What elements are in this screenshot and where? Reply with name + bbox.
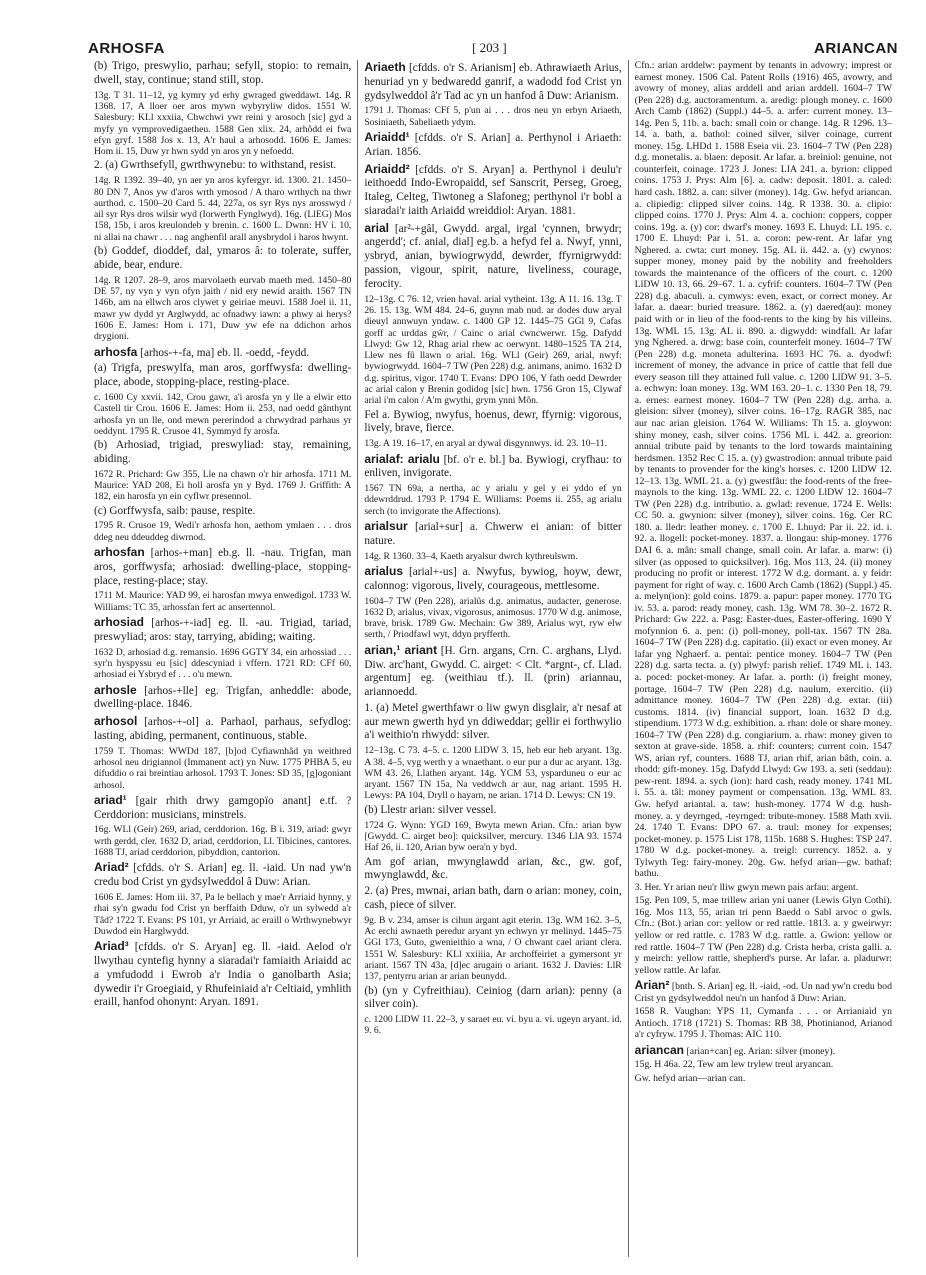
dictionary-entry bbox=[364, 162, 621, 219]
citation-block: c. 1600 Cy xxvii. 142, Crou gawr, a'i arosfa yn y lle a elwir etto Castell tir Crou. 1606 E. James: Hom ii. 253, nad oedd gânthynt arhosfa yn un lle, ond mewn pererindod a chrwydrad parhaus yr oeddynt. 1795 R. Crusoe 41, Symmyd fy arosfa. bbox=[94, 391, 352, 437]
entry-headword: Ariaidd¹ bbox=[364, 129, 410, 144]
sense-definition: (b) Goddef, dioddef, dal, ymaros â: to tolerate, suffer, abide, bear, endure. bbox=[94, 245, 352, 271]
entry-headword: Ariad² bbox=[94, 860, 129, 875]
dictionary-entry bbox=[94, 860, 351, 890]
citation-block: 1672 R. Prichard: Gw 355, Lle na chawn o'r hir arhosfa. 1711 M. Maurice: YAD 208, Ei holl arosfa yn y Byd. 1769 J. Griffith: A 182, ein harosfa yn ein cyflwr presennol. bbox=[94, 468, 352, 503]
entry-headword: Ariaeth bbox=[364, 60, 406, 74]
citation-block: 1795 R. Crusoe 19, Wedi'r arhosfa hon, aethom ymlaen . . . dros ddeg neu ddeuddeg diwrnod. bbox=[94, 520, 352, 543]
entry-definition: [ar²-+gâl, Gwydd. argal, irgal 'cynnen, brwydr; angerdd'; cf. anial, dial] eg.b. a hefyd fel a. Nwyf, ynni, ysbryd, anian, bywiogrwydd, dewrder, ffyrnigrwydd: passion, vigour, spirit, nature, liveliness, courage, ferocity. bbox=[364, 222, 622, 290]
citation-block: 14g. R 1360. 33–4, Kaeth aryalsur dwrch kythreulswm. bbox=[364, 550, 578, 562]
sense-definition: (b) Llestr arian: silver vessel. bbox=[364, 803, 497, 816]
dictionary-entry bbox=[364, 643, 621, 700]
citation-block: 1724 G. Wynn: YGD 169, Bwyta mewn Arian. Cfn.: arian byw [Gwydd. C. airget beo]: quicksilver, mercury. 1346 LlA 93. 1574 Haf 26, ii. 120, Arian byw oera'n y byd. bbox=[364, 819, 622, 854]
entry-definition: [cfdds. o'r S. Arian] a. Perthynol i Ariaeth: Arian. 1856. bbox=[364, 131, 622, 158]
entry-headword: arhosiad bbox=[94, 615, 145, 629]
citation-block: 1759 T. Thomas: WWDd 187, [b]od Cyfiawnhâd yn weithred arhosol neu drigiannol (Immanent act) yn Nuw. 1775 PHBA 5, eu difuddio o rai breintiau arhosol. 1793 T. Jones: SD 35, [g]ogoniant arhosol. bbox=[94, 745, 352, 791]
sense-definition: 2. (a) Pres, mwnai, arian bath, darn o arian: money, coin, cash, piece of silver. bbox=[364, 885, 622, 911]
citation-block: 14g. R 1392. 39–40, yn aer yn aros kyfergyr. id. 1300. 21. 1450–80 DN 7, Anos yw d'aros wrth ymosod / A tharo wrthych na thwr aurthod. c. 1500–20 Card 5. 44, 227a, os syr Rys nys arosswyd / ail syr Rys dros wilsir wyd (Iorwerth Fynglwyd). 16g. (LlEG) Mos 158, 15b, i aros kreulondeb y brenin. c. 1600 L. Dwnn: HV i. 10, ni allai na chawr . . . nag anghenfil arall anysbrydol i haros hwynt. bbox=[94, 175, 352, 243]
sense-definition: 1. (a) Metel gwerthfawr o liw gwyn disglair, a'r nesaf at aur mewn gwerth hyd yn ddiweddar; gellir ei forthwylio a'i weithio'n rhwydd: silver. bbox=[364, 701, 622, 742]
citation-block: 12–13g. C 73. 4–5. c. 1200 LlDW 3. 15, heb eur heb aryant. 13g. A 38. 4–5, vyg werth y a wnaethant. o eur pur a dur ac aryant. 13g. WM 43. 26, Llathen aryant. 14g. YCM 53, ysparduneu o eur ac aryant. 1567 TN 15a, Na veddwch ar aur, nag ariant. 1595 H. Lewys: PA 104, Dryll o hayarn, ne arian. 1714 D. Lewys: CN 19. bbox=[364, 745, 622, 802]
header-left-headword: ARHOSFA bbox=[88, 39, 165, 57]
dictionary-entry bbox=[94, 615, 351, 645]
citation-block: 14g. R 1207. 28–9, aros marvolaeth eurvab maeth med. 1450–80 DE 57, ny vyn y vyn ofyn jaith / nid ery newid araith. 1567 TN 146b, am na ellwch aros clywet y geiriae meuvi. 1588 Joel ii. 11, mawr yw dydd yr Arglwydd, ac ofnadwy iawn: a phwy ai herys? 1606 E. James: Hom i. 171, Duw yw efe na ddichon arhos drygioni. bbox=[94, 274, 352, 343]
dictionary-entry bbox=[364, 564, 621, 594]
sense-definition: 3. Her. Yr arian neu'r lliw gwyn mewn pais arfau: argent. bbox=[634, 881, 859, 893]
sense-definition: (b) (yn y Cyfreithiau). Ceiniog (darn arian): penny (a silver coin). bbox=[364, 984, 622, 1011]
citation-block: 1658 R. Vaughan: YPS 11, Cymanfa . . . or Arrianiaid yn Antioch. 1718 (1721) S. Thomas: RB 38, Photinianod, Arianod a'r cyfryw. 1795 J. Thomas: AIC 110. bbox=[634, 1006, 892, 1041]
citation-block: 13g. A 19. 16–17, en aryal ar dywal disgynnwys. id. 23. 10–11. bbox=[364, 438, 607, 450]
citation-block: 1632 D, arhosiad d.g. remansio. 1696 GGTY 34, ein arhossiad . . . syr'n hyspyssu eu [sic] ddescyniad i vffern. 1721 RD: CFf 60, arhosiad ei Ysbryd ef . . . o'u mewn. bbox=[94, 646, 352, 681]
entry-definition: [cfdds. o'r S. Arianism] eb. Athrawiaeth Arius, henuriad yn y bedwaredd ganrif, a wadodd fod Crist yn gydsylweddol â'r Tad ac yn un hanfod â Duw: Arianism. bbox=[364, 62, 622, 102]
dictionary-entry bbox=[364, 519, 621, 549]
dictionary-entry bbox=[364, 452, 621, 482]
entry-definition: [arian+can] eg. Arian: silver (money). bbox=[684, 1045, 836, 1057]
entry-definition: [bnth. S. Arian] eg. ll. -iaid, -od. Un nad yw'n credu bod Crist yn gydsylweddol neu'n un hanfod â Duw: Arian. bbox=[634, 981, 892, 1004]
sense-definition: (b) Arhosiad, trigiad, preswyliad: stay, remaining, abiding. bbox=[94, 439, 352, 465]
sense-definition: (a) Trigfa, preswylfa, man aros, gorffwysfa: dwelling-place, abode, stopping-place, resting-place. bbox=[94, 362, 352, 389]
sense-definition: Gw. hefyd arian—arian can. bbox=[634, 1073, 746, 1085]
entry-headword: Ariaidd² bbox=[364, 161, 410, 176]
entry-definition: [arhos-+-iad] eg. ll. -au. Trigiad, tariad, preswyliad; aros: stay, tarrying, abiding; waiting. bbox=[94, 617, 352, 643]
citation-block: 1606 E. James: Hom iii. 37, Pa le bellach y mae'r Arriaid hynny, y rhai sy'n gwadu fod Crist yn berffaith Dduw, o'r un sylwedd a'r Tâd? 1722 T. Evans: PS 101, yr Arriaid, ac eraill o Wrthwynebwyr Duwdod ein Harglwydd. bbox=[94, 891, 352, 937]
entry-headword: ariad¹ bbox=[94, 792, 127, 807]
entry-definition: [H. Grn. argans, Crn. C. arghans, Llyd. Diw. arc'hant, Gwydd. C. airget: < Clt. *argnt-, cf. Llad. argentum] eg. (weithiau tf.). ll. (prin) ariannau, ariannoedd. bbox=[364, 644, 622, 699]
running-header bbox=[88, 36, 898, 60]
dictionary-entry bbox=[94, 683, 351, 713]
dictionary-entry bbox=[94, 714, 351, 744]
citation-block: 1567 TN 69a, a nertha, ac y arialu y gel y ei yddo ef yn ddewrddrud. 1793 P. 1794 E. Williams: Poems ii. 255, ag arialu serch (to invigorate the Affections). bbox=[364, 483, 622, 517]
sense-definition: Am gof arian, mwynglawdd arian, &c., gw. gof, mwynglawdd, &c. bbox=[364, 855, 622, 882]
citation-block: c. 1200 LlDW 11. 22–3, y saraet eu. vi. byu a. vi. ugeyn aryant. id. 9. 6. bbox=[364, 1014, 622, 1037]
citation-block: 15g. Pen 109, 5, mae trillew arian yni uaner (Lewis Glyn Cothi). 16g. Mos 113, 55, arian tri penn Baedd o Sabl arvoc o gwls. Cfn.: (Bot.) arian cor: yellow or red rattle. 1813. a. y gweirwyr: yellow or red rattle. c. 1783 W d.g. rattle. a. Gwion: yellow or red rattle. 1604–7 TW (Pen 228) d.g. Crista herba, crista galli. a. y meirch: yellow rattle, shepherd's purse. Ar lafar. a. pladurwr: yellow rattle. Ar lafar. bbox=[634, 895, 892, 976]
citation-block: 16g. WLl (Geir) 269, ariad, cerddorion. 16g. B i. 319, ariad: gwyr wrth gerdd, cler. 1632 D, ariad, cerddorion, Ll. Tibicines, cantores. 1688 TJ, ariad cerddorion, pibyddion, cantorion. bbox=[94, 824, 352, 859]
column-2 bbox=[357, 60, 627, 1257]
entry-headword: arhosle bbox=[94, 682, 137, 697]
dictionary-entry bbox=[94, 939, 351, 1010]
entry-headword: arhosfa bbox=[94, 344, 138, 359]
entry-definition: [arial+sur] a. Chwerw ei anian: of bitter nature. bbox=[364, 521, 622, 547]
sense-definition: (b) Trigo, preswylio, parhau; sefyll, stopio: to remain, dwell, stay, continue; stand still, stop. bbox=[94, 60, 352, 86]
entry-definition: [cfdds. o'r S. Aryan] a. Perthynol i deulu'r ieithoedd Indo-Ewropaidd, sef Sanscrit, Perseg, Groeg, Italeg, Celteg, Tiwtoneg a Slafoneg; perthynol i'r bobl a siaradai'r iaith Ariaidd wreiddiol: Aryan. 1881. bbox=[364, 163, 622, 217]
entry-definition: [cfdds. o'r S. Arian] eg. ll. -iaid. Un nad yw'n credu bod Crist yn gydsylweddol â Duw: Arian. bbox=[94, 862, 352, 889]
entry-definition: [arial+-us] a. Nwyfus, bywiog, hoyw, dewr, calonnog: vigorous, lively, courageous, mettlesome. bbox=[364, 565, 622, 592]
entry-definition: [gair rhith drwy gamgopïo anant] e.tf. ? Cerddorion: musicians, minstrels. bbox=[94, 794, 352, 821]
dictionary-entry bbox=[94, 793, 351, 823]
dictionary-entry bbox=[364, 130, 621, 160]
dictionary-entry bbox=[94, 345, 351, 361]
entry-definition: [bf. o'r e. bl.] ba. Bywiogi, cryfhau: to enliven, invigorate. bbox=[364, 453, 622, 480]
citation-block: 1791 J. Thomas: CFf 5, p'un ai . . . dros neu yn erbyn Ariaeth, Sosiniaeth, Sabeliaeth ydym. bbox=[364, 105, 622, 128]
entry-headword: arialaf: arialu bbox=[364, 451, 440, 466]
dictionary-entry bbox=[364, 60, 621, 103]
entry-headword: arial bbox=[364, 220, 390, 235]
entry-definition: [arhos-+-ol] a. Parhaol, parhaus, sefydlog: lasting, abiding, permanent, continuous, stable. bbox=[94, 716, 352, 742]
entry-headword: arialus bbox=[364, 563, 404, 578]
entry-definition: [arhos-+lle] eg. Trigfan, anheddle: abode, dwelling-place. 1846. bbox=[94, 684, 352, 711]
entry-headword: arian,¹ ariant bbox=[364, 642, 438, 657]
sense-definition: Fel a. Bywiog, nwyfus, hoenus, dewr, ffyrnig: vigorous, lively, brave, fierce. bbox=[364, 408, 622, 435]
sense-definition: (c) Gorffwysfa, saib: pause, respite. bbox=[94, 504, 256, 517]
citation-block: 12–13g. C 76. 12, vrien haval. arial vytheint. 13g. A 11. 16. 13g. T 26. 15. 13g. WM 484. 24–6, guynn mab nud. ar dodes duw aryal dieuyl annwuyn yndaw. c. 1400 GP 12. 1445–75 GGl 9, Cafas gorff ac urddas gŵr, / Cainc o arial cwncwerwr. 15g. Dafydd Llwyd: Gw 12, Rhag arial rhew ac oerwynt. 1480–1525 TA 214, Llew nes fû llawn o arial. 16g. WLl (Geir) 269, arial, nwyf: bywiogrwydd. 1604–7 TW (Pen 228) d.g. animans, animo. 1632 D d.g. spiritus, vigor. 1740 T. Evans: DPO 106, Y fath oedd Dewrder ac arial calon y Brenin godidog [sic] hwn. 1756 Gron 15, Clywaf arial i'm calon / A'm gwythi, grym ynni Môn. bbox=[364, 293, 622, 407]
entry-headword: Arian² bbox=[634, 978, 670, 993]
dictionary-columns bbox=[88, 60, 898, 1257]
entry-headword: Ariad³ bbox=[94, 939, 129, 954]
dictionary-entry bbox=[635, 978, 892, 1004]
entry-definition: [cfdds. o'r S. Aryan] eg. ll. -iaid. Aelod o'r llwythau cyntefig hynny a siaradai'r famiaith Ariaidd ac a ymfudodd i Ewrob a'r India o ganolbarth Asia; dywedir i'r Groegiaid, y Rhufeiniaid a'r Celtiaid, ymhlith eraill, hanfod ohonynt: Aryan. 1891. bbox=[94, 941, 352, 1009]
header-right-headword: ARIANCAN bbox=[813, 39, 898, 57]
entry-headword: arhosol bbox=[94, 714, 138, 729]
citation-block: 1711 M. Maurice: YAD 99, ei harosfan mwya enwedigol. 1733 W. Williams: TC 35, arhossfan fert ac ansertennol. bbox=[94, 590, 352, 613]
page-number: [ 203 ] bbox=[472, 40, 507, 55]
citation-block: 1604–7 TW (Pen 228), arialûs d.g. animatus, audacter, generose. 1632 D, arialus, vivax, vigorosus, animosus. 1770 W d.g. animose, brave, brisk. 1789 Gw. Mechain: Gw 389, Arialus wyt, ryw elw serth, / Priodfawl wyt, ddyn pryfferth. bbox=[364, 595, 622, 641]
entry-headword: arhosfan bbox=[94, 545, 145, 560]
dictionary-entry bbox=[94, 545, 351, 588]
entry-headword: ariancan bbox=[634, 1042, 685, 1057]
dictionary-entry bbox=[635, 1043, 892, 1058]
citation-block: 13g. T 31. 11–12, yg kymry yd erhy gwraged gweddawt. 14g. R 1368. 17, A lloer oer aros mywn wybyryliw didos. 1551 W. Salesbury: KLl xxxiia, Chwchwi ywr reini y arosoch [sic] gyd a myfy yn vymprovedigaetheu. 1588 Gen xlix. 24, arhôdd ei fwa efyn gryf. 1588 Jos x. 13, A'r haul a arhosodd. 1606 E. James: Hom ii. 15, Duw yr hwn sydd yn aros yn y nefoedd. bbox=[94, 89, 352, 158]
column-3 bbox=[628, 60, 898, 1257]
entry-headword: arialsur bbox=[364, 519, 408, 534]
sense-definition: 2. (a) Gwrthsefyll, gwrthwynebu: to withstand, resist. bbox=[94, 159, 337, 172]
column-1 bbox=[88, 60, 357, 1257]
citation-block: 15g. H 46a. 22, Tew am lew trylew treul aryancan. bbox=[634, 1059, 834, 1071]
citation-block: 9g. B v. 234, amser is cihun argant agit eterin. 13g. WM 162. 3–5, Ac erchi awnaeth peredur aryant yn echwyn yr melinyd. 1445–75 GGl 173, Guto, gwenieithio a wna, / O chwant cael ariant clera. 1551 W. Salesbury: KLl xxiiiia, Ar archoffeiriet a gymersont yr ariant. 1567 TN 43a, [d]ec arugain o ariant. 1632 J. Davies: LlR 137, pentyrru arian ar arian beunydd. bbox=[364, 914, 622, 983]
entry-definition: [arhos-+man] eb.g. ll. -nau. Trigfan, man aros, gorffwysfa; arhosiad: dwelling-place, stopping-place, resting-place; stay. bbox=[94, 547, 352, 587]
citation-block: Cfn.: arian arddelw: payment by tenants in advowry; imprest or earnest money. 1506 Cal. Patent Rolls (1916) 465, avowry, and avowry of money, alias arddell and arian arddell. 1604–7 TW (Pen 228) d.g. auctoramentum. a. aredig: plough money. c. 1600 Arch Camb (1862) (Suppl.) 44–5. a. arfer: current money. 13–14g. Pen 5, 11b. a. bach: small coin or change. 14g. R 1296. 13–14. a. bath, a. bathol: coined silver, silver coinage, current money. 15g. LHDd 1. 1588 Eseia vii. 23. 1604–7 TW (Pen 228) d.g. monetalis. a. blaen: deposit. Ar lafar. a. breiniol: genuine, not counterfeit, coinage. 1723 J. Jones: LIA 241. a. byrion: clipped coins. 1753 J. Prys: Alm [6]. a. cadw: deposit. 1801. a. caled: hard cash. 1882. a. can: silver (money). 14g. Gw. hefyd ariancan. a. clipiedig: clipped silver coins. 14g. R 1338. 30. a. clipio: clipped coins. 1770 J. Prys: Alm 4. a. cochion: coppers, copper coins. 19g. a. (y) cor: dwarf's money. 1693 E. Lhuyd: LL 195. c. 1700 E. Lhuyd: Par i. 51. a. coron: pew-rent. Ar lafar yng Nghered. a. cwta: curt money. 15g. AL ii. 442. a. (y) cwynos: supper money, money paid by the nobility and freeholders towards the maintenance of the officers of the court. c. 1200 LlDW 10. 13, 66. 29–67. 1. a. cyfrif: counters. 1604–7 TW (Pen 228) d.g. abaculi. a. cymwys: even, exact, or correct money. Ar lafar. a. daear: buried treasure. 1862. a. (y) daered(au): money paid with or in lieu of the food-rents to the king by his villeins. 13g. WML 15. 13g. AL ii. 890. a. digwydd: windfall. Ar lafar yng Nghered. a. drwg: base coin, counterfeit money. 1604–7 TW (Pen 228) d.g. moneta adulterina. 1693 HC 76. a. dyodwf: increment of money, the advance in price of cattle that fell due every season till they attained full value. c. 1200 LlDW 91. 3–5. a. echwyn: loan money. 13g. WM 163. 20–1. c. 1330 Pen 18, 79. a. ernes: earnest money. 1604–7 TW (Pen 228) d.g. arrha. a. gleision: silver (money), silver coins. 16–17g. RAGR 385, nac aur nac arian gleision. 1764 W. Williams: Th 15. a. gloywon: shiny money, cash, silver coins. 1756 ML i. 442. a. greorion: annual tribute paid by tenants to the lord towards maintaining herdsmen. 1352 Rec C 15. a. (y) gwastrodion: annual tribute paid by tenants to provender for the king's horses. c. 1200 LlDW 12. 12–13. 13g. WML 21. a. (y) gwestfâu: the food-rents of the free-maynols to the king. 13g. WML 22. c. 1200 LlDW 12. 1604–7 TW (Pen 228) d.g. intributio. a. gwlad: revenue. 1724 E. Wells: CC 50. a. gwynion: silver (money), silver coins. 16g. Cer RC 180. a. lledr: leather money. c. 1700 E. Lhuyd: Par ii. 22. id. i. 92. a. llogell: pocket-money. 1837. a. llongau: ship-money. 1776 DAI 6. a. mân: small change, small coin. Ar lafar. a. marw: (i) silver (as opposed to quicksilver). 16g. Mos 113, 24. (ii) money producing no profit or interest. 1772 W d.g. dormant. a. y feidr: payment for right of way. c. 1600 Arch Camb (1862) (Suppl.) 45. a. melyn(ion): gold coins. 1879. a. papur: paper money. 1770 TG iv. 53. a. parod: ready money, cash. 13g. WM 78. 30–2. 1672 R. Prichard: Gw 222. a. Pasg: Easter-dues, Easter-offering. 1690 Y mofynnion 6. a. pen: (i) poll-money, poll-tax. 1567 TN 28a. 1604–7 TW (Pen 228) d.g. capitatio. (ii) exact or even money. Ar lafar yng Nghaerf. a. pentai: pentice money. 1604–7 TW (Pen 228) d.g. sarta tecta. a. (y) plwyf: parish relief. 1749 ML i. 143. a. poced: pocket-money. Ar lafar. a. porth: (i) freight money, portage. 1604–7 TW (Pen 228) d.g. naulum, exercitio. (ii) admittance money. 1604–7 TW (Pen 228) d.g. extar. (iii) customs. 1814. (iv) financial support, loan. 1632 D d.g. stipendium. 1773 W d.g. exhibition. a. rhan: dole or share money. 1604–7 TW (Pen 228) d.g. congiarium. a. rhaw: money given to sexton at grave-side. 1858. a. rhif: counters; current coin. 1547 WS, arian ryf, counters. 1688 TJ, arian rhif, arian bâth, coin. a. rhodd: gift-money. 15g. Dafydd Llwyd: Gw 193. a. seti (seddau): pew-rent. 1894. a. sych (ion): hard cash, ready money. 1741 ML i. 55. a. tâl: money payment or compensation. 13g. WML 83. Gw. hefyd ariantal. a. taw: hush-money. 1774 W d.g. hush-money. a. y deyrnged, -teyrnged: tribute-money. 1588 Math xvii. 24. 1740 T. Evans: DPO 67. a. traul: money for expenses; pocket-money. p. 1575 List 178, 115b. 1688 S. Hughes: TSP 247. 1780 W d.g. pocket-money. a. treigl: currency. 1852. a. y Tylwyth Teg: fairy-money. 20g. Gw. hefyd arian—gw. bathaf: bathu. bbox=[634, 60, 892, 880]
entry-definition: [arhos-+-fa, ma] eb. ll. -oedd, -feydd. bbox=[137, 346, 310, 359]
dictionary-entry bbox=[364, 221, 621, 292]
